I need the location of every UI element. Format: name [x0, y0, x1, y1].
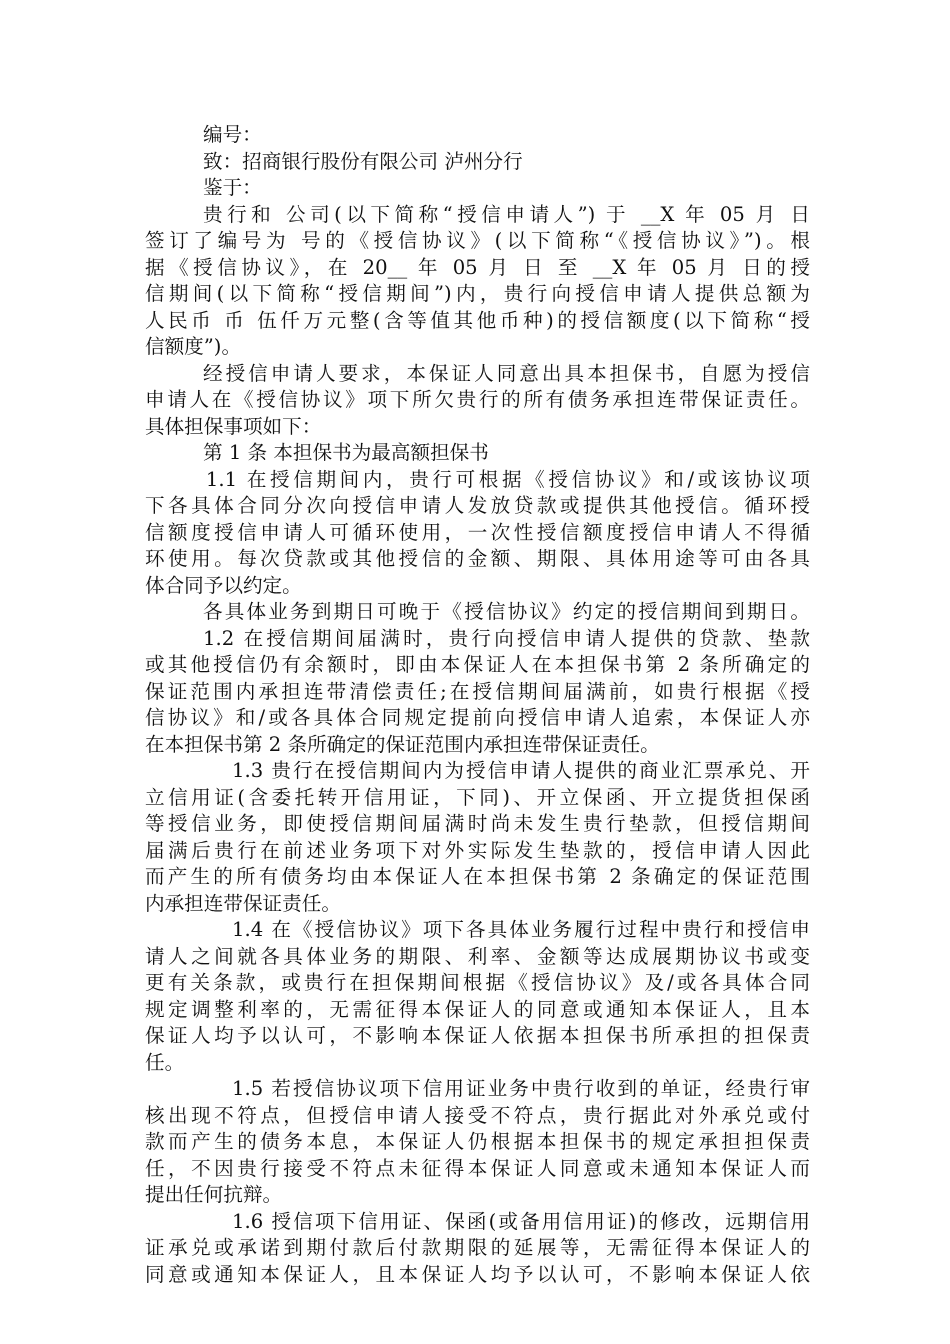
text-line: 具体担保事项如下：: [145, 414, 322, 438]
text-line: 1.2 在授信期间届满时，贵行向授信申请人提供的贷款、垫款: [203, 626, 810, 650]
text-line: 或其他授信仍有余额时，即由本保证人在本担保书第 2 条所确定的: [145, 653, 810, 676]
text-line: 下各具体合同分次向授信申请人发放贷款或提供其他授信。循环授: [145, 494, 810, 517]
text-line: 1.1 在授信期间内，贵行可根据《授信协议》和/或该协议项: [205, 467, 810, 491]
text-line: 同意或通知本保证人，且本保证人均予以认可，不影响本保证人依: [145, 1262, 810, 1286]
text-line: 经授信申请人要求，本保证人同意出具本担保书，自愿为授信: [203, 361, 810, 385]
text-line: 信额度”)。: [145, 335, 242, 358]
text-line: 贵行和 公司(以下简称“授信申请人”) 于 __X 年 05 月 日: [203, 202, 810, 226]
document-number-label: 编号：: [203, 123, 262, 146]
text-line: 内承担连带保证责任。: [145, 891, 341, 915]
text-line: 签订了编号为 号的《授信协议》(以下简称“《授信协议》”)。根: [145, 229, 810, 252]
text-line: 立信用证(含委托转开信用证，下同)、开立保函、开立提货担保函: [145, 785, 810, 809]
text-line: 1.5 若授信协议项下信用证业务中贵行收到的单证，经贵行审: [232, 1077, 810, 1100]
text-line: 体合同予以约定。: [145, 573, 302, 597]
text-line: 在本担保书第 2 条所确定的保证范围内承担连带保证责任。: [145, 732, 660, 756]
text-line: 届满后贵行在前述业务项下对外实际发生垫款的，授信申请人因此: [145, 838, 810, 862]
text-line: 信协议》和/或各具体合同规定提前向授信申请人追索，本保证人亦: [145, 706, 810, 729]
text-line: 申请人在《授信协议》项下所欠贵行的所有债务承担连带保证责任。: [145, 388, 810, 411]
text-line: 请人之间就各具体业务的期限、利率、金额等达成展期协议书或变: [145, 944, 810, 968]
text-line: 款而产生的债务本息，本保证人仍根据本担保书的规定承担担保责: [145, 1130, 810, 1153]
text-line: 任，不因贵行接受不符点未征得本保证人同意或未通知本保证人而: [145, 1156, 810, 1180]
guarantee-text: [145, 202, 810, 1289]
addressee-line: 致：招商银行股份有限公司 泸州分行: [203, 149, 523, 173]
text-line: 1.6 授信项下信用证、保函(或备用信用证)的修改，远期信用: [232, 1209, 810, 1233]
text-line: 据《授信协议》，在 20__ 年 05 月 日 至 __X 年 05 月 日的授: [145, 255, 810, 279]
text-line: 更有关条款，或贵行在担保期间根据《授信协议》及/或各具体合同: [145, 971, 810, 994]
text-line: 第 1 条 本担保书为最高额担保书: [203, 441, 489, 464]
text-line: 信期间(以下简称“授信期间”)内，贵行向授信申请人提供总额为: [145, 282, 810, 305]
whereas-label: 鉴于：: [203, 176, 262, 199]
text-line: 各具体业务到期日可晚于《授信协议》约定的授信期间到期日。: [203, 600, 810, 623]
document-body: [145, 122, 810, 1288]
text-line: 任。: [145, 1050, 185, 1074]
text-line: 而产生的所有债务均由本保证人在本担保书第 2 条确定的保证范围: [145, 865, 810, 888]
text-line: 保证人均予以认可，不影响本保证人依据本担保书所承担的担保责: [145, 1024, 810, 1047]
text-line: 环使用。每次贷款或其他授信的金额、期限、具体用途等可由各具: [145, 547, 810, 570]
text-line: 信额度授信申请人可循环使用，一次性授信额度授信申请人不得循: [145, 520, 810, 544]
text-line: 保证范围内承担连带清偿责任;在授信期间届满前，如贵行根据《授: [145, 679, 810, 703]
text-line: 核出现不符点，但授信申请人接受不符点，贵行据此对外承兑或付: [145, 1103, 810, 1127]
text-line: 等授信业务，即使授信期间届满时尚未发生贵行垫款，但授信期间: [145, 812, 810, 835]
text-line: 人民币 币 伍仟万元整(含等值其他币种)的授信额度(以下简称“授: [145, 308, 810, 332]
text-line: 1.4 在《授信协议》项下各具体业务履行过程中贵行和授信申: [232, 918, 810, 941]
text-line: 规定调整利率的，无需征得本保证人的同意或通知本保证人，且本: [145, 997, 810, 1021]
text-line: 1.3 贵行在授信期间内为授信申请人提供的商业汇票承兑、开: [232, 759, 810, 782]
text-line: 证承兑或承诺到期付款后付款期限的延展等，无需征得本保证人的: [145, 1236, 810, 1259]
text-line: 提出任何抗辩。: [145, 1183, 283, 1206]
